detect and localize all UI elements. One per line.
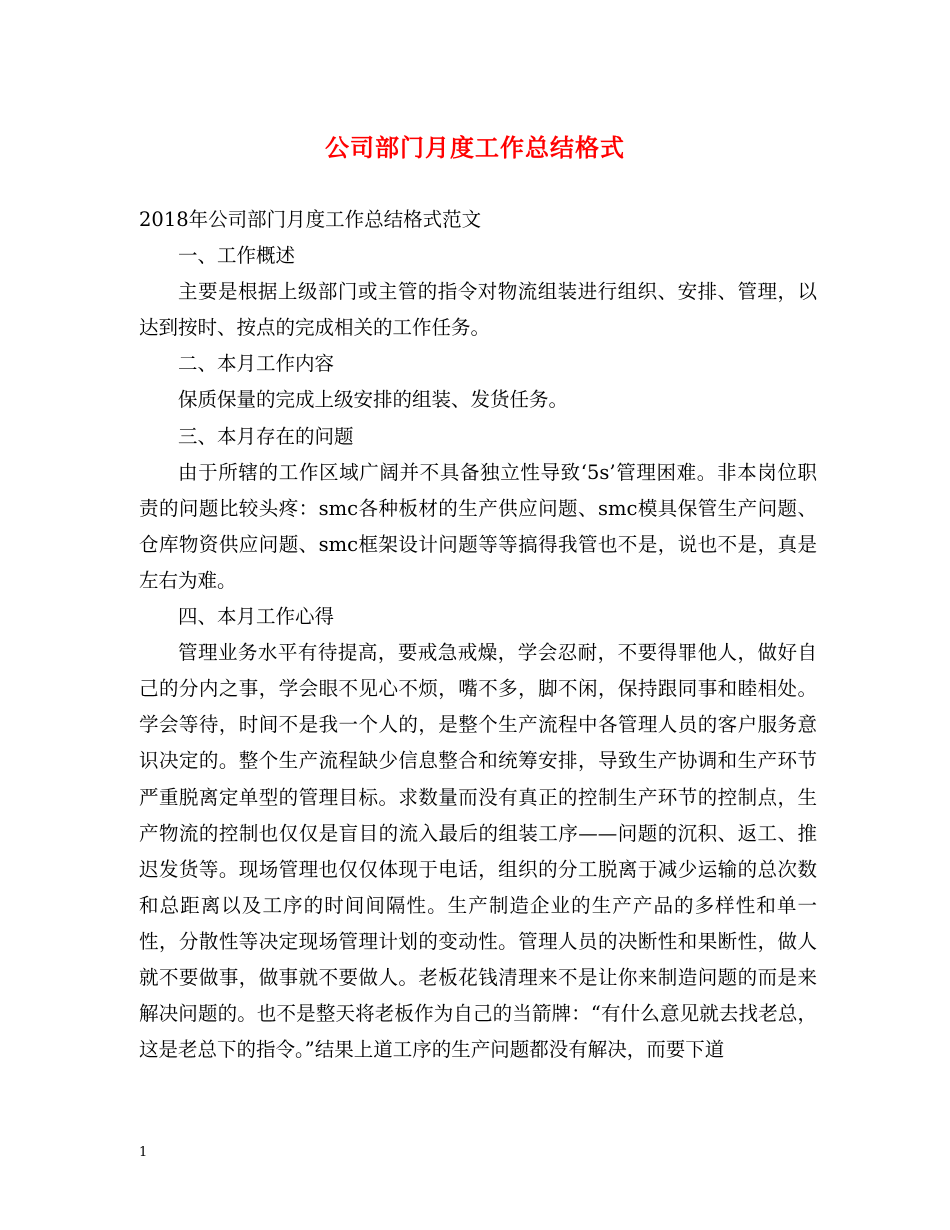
paragraph: 主要是根据上级部门或主管的指令对物流组装进行组织、安排、管理，以达到按时、按点的完成相关的工作任务。 xyxy=(139,280,817,340)
page-number: 1 xyxy=(139,1145,148,1160)
paragraph: 保质保量的完成上级安排的组装、发货任务。 xyxy=(178,388,569,412)
document-title: 公司部门月度工作总结格式 xyxy=(325,133,625,162)
paragraph: 管理业务水平有待提高，要戒急戒燥，学会忍耐，不要得罪他人，做好自己的分内之事，学会眼不见心不烦，嘴不多，脚不闲，保持跟同事和睦相处。学会等待，时间不是我一个人的，是整个生产流程中各管理人员的客户服务意识决定的。整个生产流程缺少信息整合和统筹安排，导致生产协调和生产环节严重脱离定单型的管理目标。求数量而没有真正的控制生产环节的控制点，生产物流的控制也仅仅是盲目的流入最后的组装工序——问题的沉积、返工、推迟发货等。现场管理也仅仅体现于电话，组织的分工脱离于减少运输的总次数和总距离以及工序的时间间隔性。生产制造企业的生产产品的多样性和单一性，分散性等决定现场管理计划的变动性。管理人员的决断性和果断性，做人就不要做事，做事就不要做人。老板花钱清理来不是让你来制造问题的而是来解决问题的。也不是整天将老板作为自己的当箭牌：“有什么意见就去找老总，这是老总下的指令。”结果上道工序的生产问题都没有解决，而要下道 xyxy=(139,641,817,1062)
paragraph: 由于所辖的工作区域广阔并不具备独立性导致‘5s’管理困难。非本岗位职责的问题比较头疼：smc各种板材的生产供应问题、smc模具保管生产问题、仓库物资供应问题、smc框架设计问题等等搞得我管也不是，说也不是，真是左右为难。 xyxy=(139,460,817,592)
paragraph: 四、本月工作心得 xyxy=(178,605,335,629)
paragraph: 二、本月工作内容 xyxy=(178,352,335,376)
paragraph: 三、本月存在的问题 xyxy=(178,424,354,448)
paragraph: 一、工作概述 xyxy=(178,244,296,268)
document-body xyxy=(139,202,817,1068)
paragraph: 2018年公司部门月度工作总结格式范文 xyxy=(139,208,482,231)
